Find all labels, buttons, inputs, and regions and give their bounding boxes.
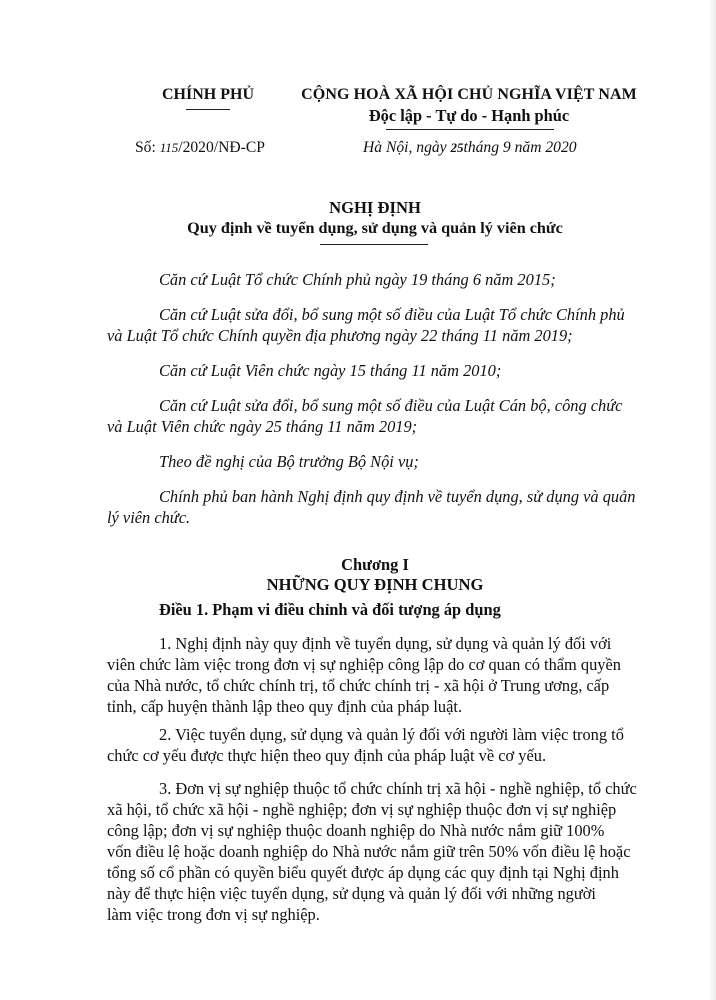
clause-2-line-1: 2. Việc tuyển dụng, sử dụng và quản lý đối với người làm việc trong tổ [159,725,624,744]
motto-underline [386,129,554,130]
clause-3-line-3: công lập; đơn vị sự nghiệp thuộc doanh nghiệp do Nhà nước nắm giữ 100% [107,821,605,840]
clause-3-line-2: xã hội, tổ chức xã hội - nghề nghiệp; đơn vị sự nghiệp thuộc đơn vị sự nghiệp [107,800,617,819]
doc-number-suffix: /2020/NĐ-CP [178,139,265,156]
title-underline [320,244,428,245]
preamble-line-6: và Luật Viên chức ngày 25 tháng 11 năm 2019; [107,417,418,436]
chapter-label: Chương I [341,555,409,574]
preamble-line-8: Chính phủ ban hành Nghị định quy định về tuyển dụng, sử dụng và quản [159,487,636,506]
agency-underline [186,109,230,110]
clause-3-line-4: vốn điều lệ hoặc doanh nghiệp do Nhà nước nắm giữ trên 50% vốn điều lệ hoặc [107,842,631,861]
document-title: NGHỊ ĐỊNH [329,198,421,217]
issuing-agency: CHÍNH PHỦ [162,86,254,103]
clause-2-line-2: chức cơ yếu được thực hiện theo quy định của pháp luật về cơ yếu. [107,746,547,765]
issue-date [363,139,577,157]
preamble-line-1: Căn cứ Luật Tổ chức Chính phủ ngày 19 tháng 6 năm 2015; [159,270,556,289]
clause-1-line-2: viên chức làm việc trong đơn vị sự nghiệp công lập do cơ quan có thẩm quyền [107,655,621,674]
date-suffix: tháng 9 năm 2020 [463,139,577,156]
doc-number-handwritten: 115 [159,140,179,155]
clause-1-line-4: tỉnh, cấp huyện thành lập theo quy định của pháp luật. [107,697,463,716]
date-day-handwritten: 25 [450,140,464,155]
national-motto: Độc lập - Tự do - Hạnh phúc [368,106,570,125]
date-prefix: Hà Nội, ngày [363,139,451,156]
clause-3-line-7: làm việc trong đơn vị sự nghiệp. [107,905,320,924]
country-name: CỘNG HOÀ XÃ HỘI CHỦ NGHĨA VIỆT NAM [301,86,637,103]
clause-1-line-1: 1. Nghị định này quy định về tuyển dụng, sử dụng và quản lý đối với [159,634,612,653]
preamble-line-2: Căn cứ Luật sửa đổi, bổ sung một số điều của Luật Tổ chức Chính phủ [159,305,625,324]
clause-3-line-6: này để thực hiện việc tuyển dụng, sử dụng và quản lý đối với những người [107,884,596,903]
doc-number-prefix: Số: [135,139,160,156]
preamble-line-9: lý viên chức. [107,508,191,527]
preamble-line-3: và Luật Tổ chức Chính quyền địa phương ngày 22 tháng 11 năm 2019; [107,326,573,345]
preamble-line-7: Theo đề nghị của Bộ trưởng Bộ Nội vụ; [159,452,419,471]
document-subtitle: Quy định về tuyển dụng, sử dụng và quản lý viên chức [187,219,563,237]
preamble-line-4: Căn cứ Luật Viên chức ngày 15 tháng 11 năm 2010; [159,361,502,380]
preamble-line-5: Căn cứ Luật sửa đổi, bổ sung một số điều của Luật Cán bộ, công chức [159,396,623,415]
document-number [135,139,265,157]
clause-1-line-3: của Nhà nước, tổ chức chính trị, tổ chức chính trị - xã hội ở Trung ương, cấp [107,676,610,695]
chapter-title: NHỮNG QUY ĐỊNH CHUNG [266,575,484,594]
clause-3-line-1: 3. Đơn vị sự nghiệp thuộc tổ chức chính trị xã hội - nghề nghiệp, tổ chức [159,779,637,798]
article-heading: Điều 1. Phạm vi điều chỉnh và đối tượng áp dụng [159,600,501,619]
clause-3-line-5: tổng số cổ phần có quyền biểu quyết được áp dụng các quy định tại Nghị định [107,863,619,882]
scan-edge-shadow [708,0,716,1000]
